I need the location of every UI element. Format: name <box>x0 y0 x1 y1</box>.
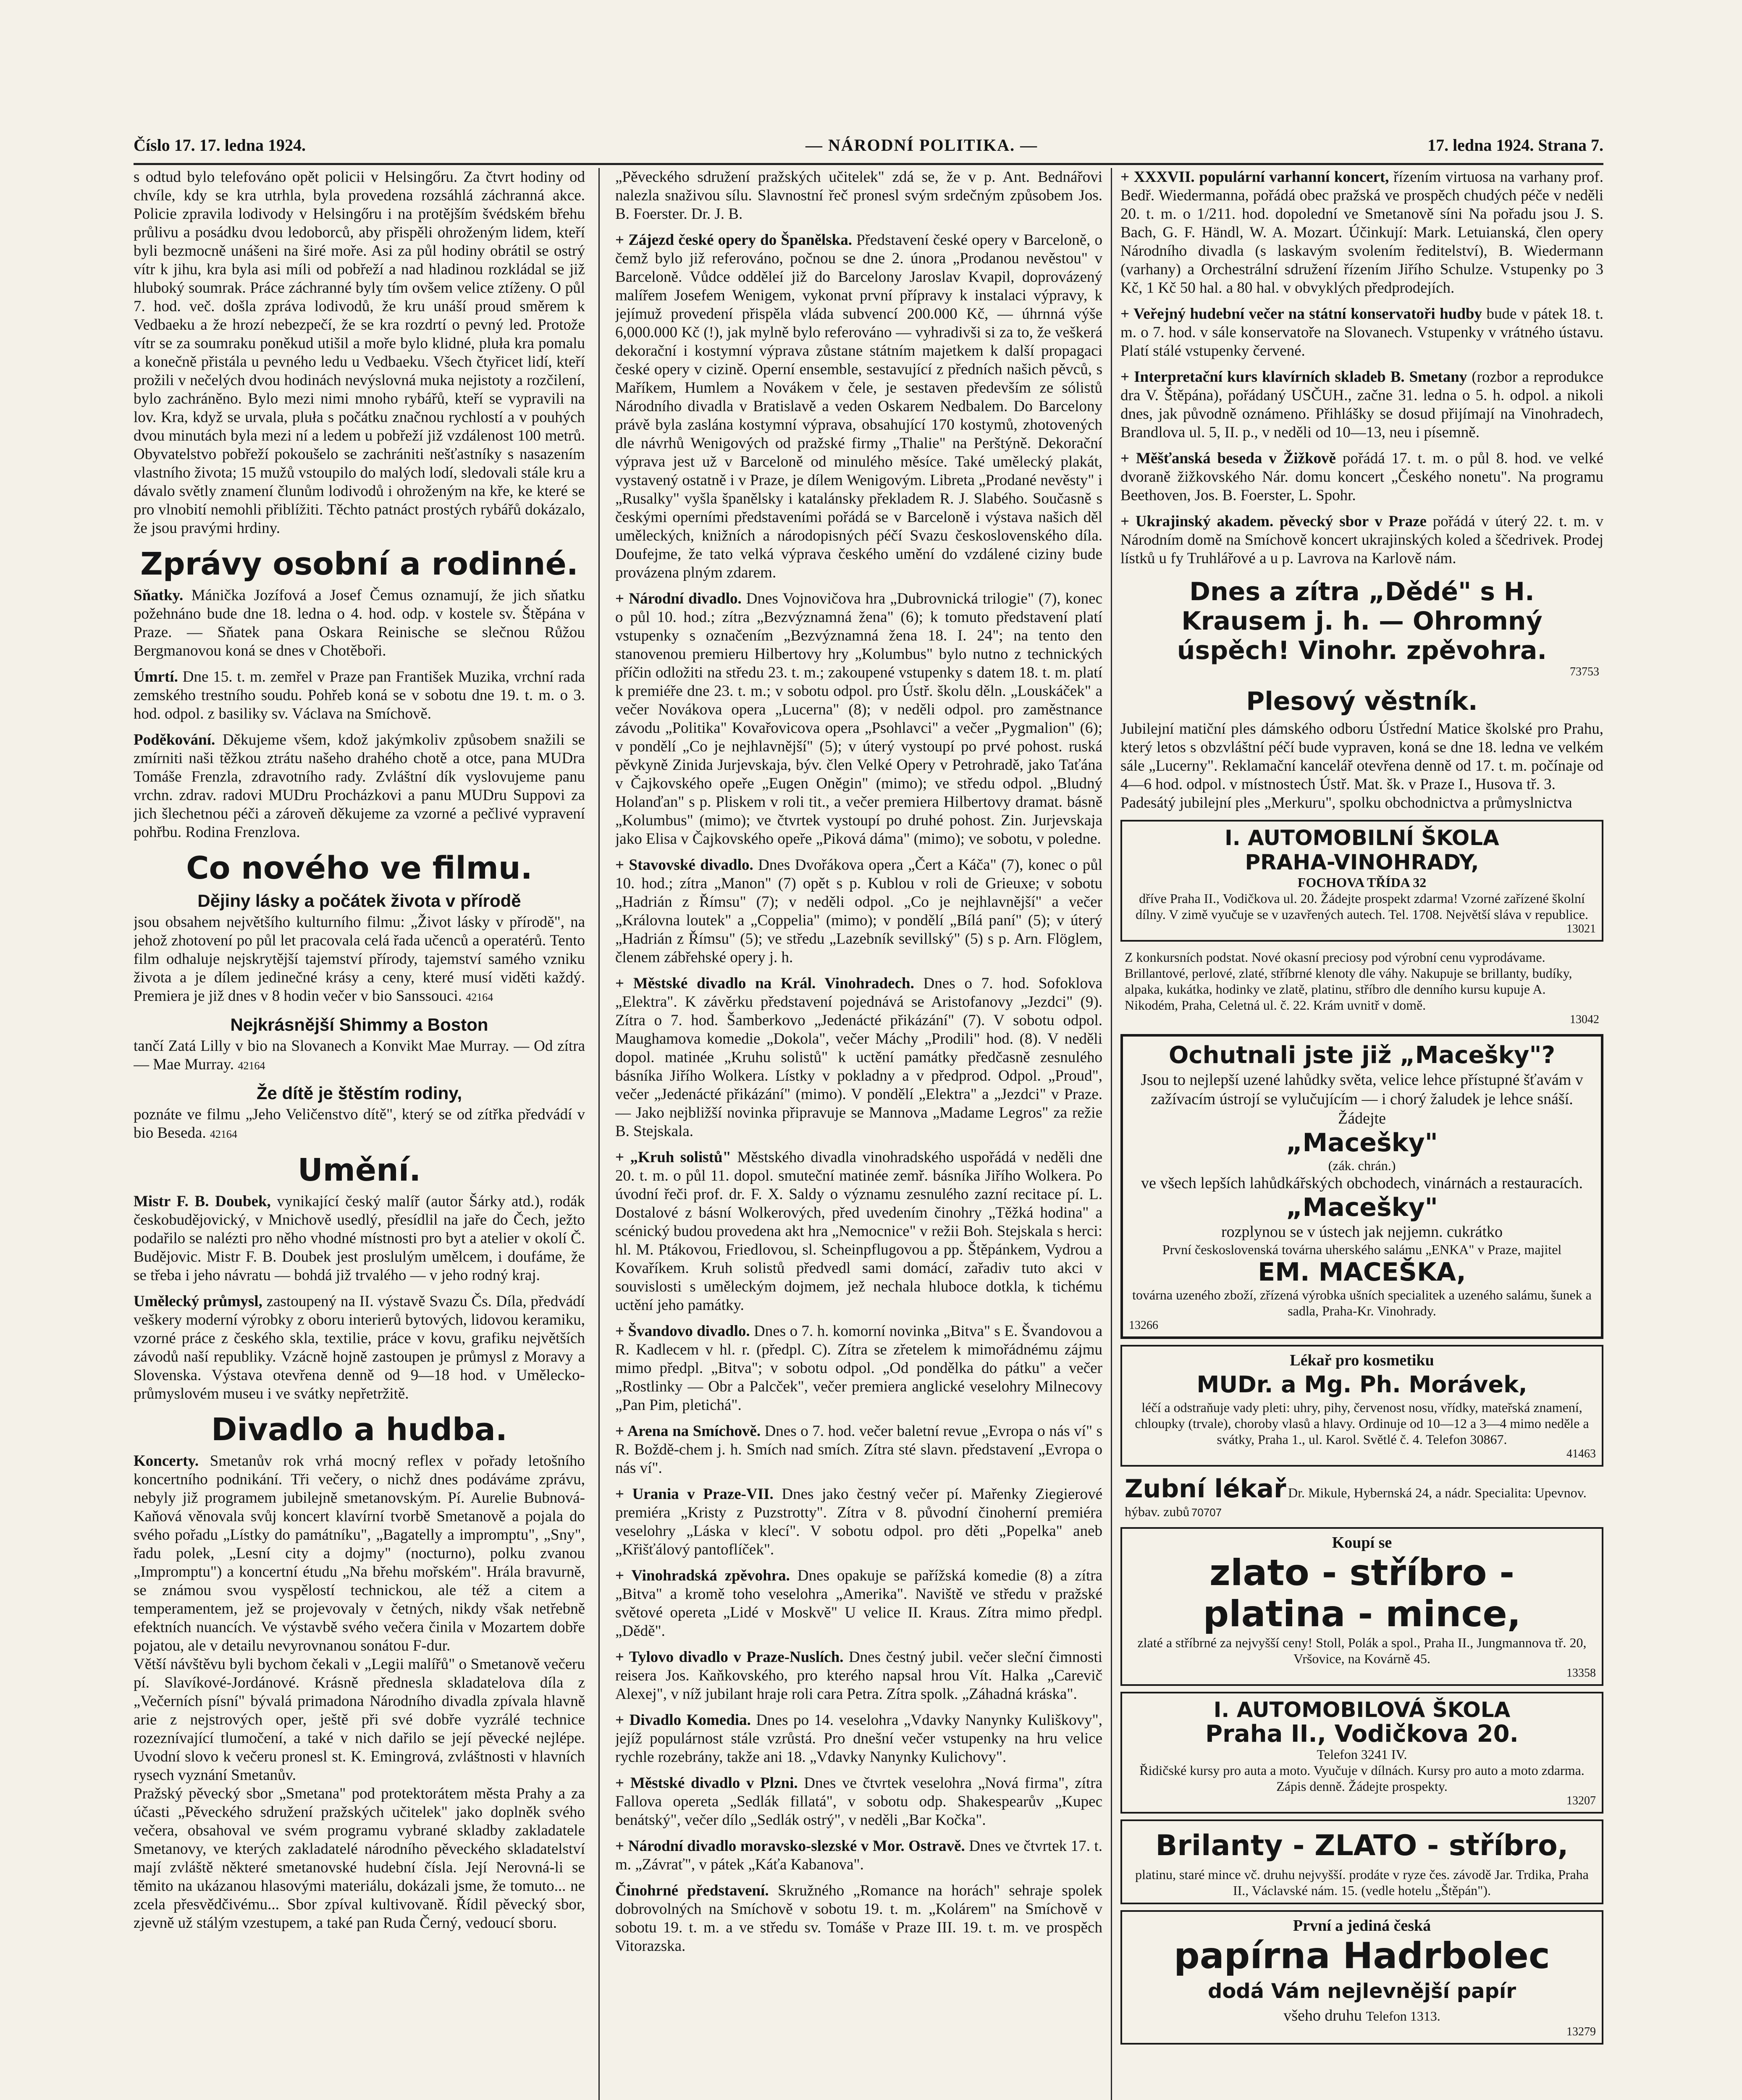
ad-code: 13279 <box>1566 2025 1596 2038</box>
article-organ-concert <box>1120 168 1603 297</box>
ad-phone: Telefon 3241 IV. <box>1317 1747 1407 1762</box>
article-lead: + Švandovo divadlo. <box>615 1323 750 1340</box>
ad-address: FOCHOVA TŘÍDA 32 <box>1297 875 1427 890</box>
article-lead: + Urania v Praze-VII. <box>615 1486 774 1503</box>
ad-line: papír <box>1456 1979 1516 2003</box>
article-text: (rozbor a reprodukce dra V. Štěpána), pořádaný USČUH., začne 31. ledna o 5. h. odpol. a nikoli dnes, jak původně oznámeno. Přihlášky se dosud přijímají na Vinohradech, Brandlova ul. 5, II. p., v neděli od 10—13, neu i písemně. <box>1120 368 1603 441</box>
ad-dentist <box>1120 1473 1603 1521</box>
article-text: poznáte ve filmu „Jeho Veličenstvo dítě", který se od zítřka předvádí v bio Beseda. <box>134 1106 585 1142</box>
article-komedia <box>615 1711 1102 1767</box>
ad-text: ve všech lepších lahůdkářských obchodech, vinárnách a restauracích. <box>1141 1174 1583 1192</box>
ad-line: Dnes a zítra „Dědé" s H. <box>1189 577 1535 606</box>
article-plzen <box>615 1774 1102 1830</box>
article-text: pořádá 17. t. m. o půl 8. hod. ve velké dvoraně žižkovského Nár. domu koncert „Českého nonetu". Na programu Beethoven, Jos. B. Foerster, L. Spohr. <box>1120 450 1603 504</box>
section-heading-art: Umění. <box>297 1152 421 1188</box>
section-heading-personal: Zprávy osobní a rodinné. <box>140 546 578 582</box>
ad-text: Z konkursních podstat. Nové okasní preciosy pod výrobní cenu vyprodávame. Brillantové, perlové, zlaté, stříbrné klenoty dle váhy. Nakupuje se brillanty, budíky, alpaka, kukátka, hodinky ve zlatě, platinu, stříbro dle denního kursu kupuje A. Nikodém, Praha, Celetná ul. č. 22. Krám uvnitř v domě. <box>1125 950 1572 1013</box>
ad-text: dříve Praha II., Vodičkova ul. 20. Žádejte prospekt zdarma! Vzorné zařízené školní dílny. V zimě vyučuje se v uzavřených autech. Tel. 1708. Největší sláva v republice. <box>1135 891 1589 922</box>
ad-line: papírna Hadrbolec <box>1174 1935 1550 1977</box>
article-lead: + Arena na Smíchově. <box>615 1423 761 1440</box>
article-text: s odtud bylo telefováno opět policii v Helsingőru. Za čtvrt hodiny od chvíle, kdy se kra utrhla, byla provedena rozsáhlá záchranná akce. Policie zpravila lodivody v Helsingőru i na protějším švédském břehu průlivu a posádku dvou ledoborců, aby přispěli ohroženým lidem, kteří byli bezmocně unášeni na širé moře. Asi za půl hodiny obrátil se ostrý vítr k jihu, kra byla asi míli od pobřeží a nad hladinou rozkládal se již hluboký soumrak. Práce záchranné byly tím ovšem velice ztíženy. O půl 7. hod. več. došla zpráva lodivodů, že kru unáší proud směrem k Vedbaeku a že hrozí nebezpečí, že se kra rozdrtí o pevný led. Protože vítr se za soumraku poněkud utišil a moře bylo klidné, pluła kra pomalu a konečně přistála u pevného ledu u Vedbaeku. Všech čtyřicet lidí, kteří prožili v nečelých dvou hodinách nevýslovná muka nejistoty a rozčilení, bylo zachráněno. Bylo mezi nimi mnoho rybářů, kteří se vypravili na lov. Kra, když se urvala, pluła s počátku značnou rychlostí a v pouhých dvou minutách byla mezi ní a ledem u pobřeží již vzdálenost 100 metrů. Obyvatelstvo pobřeží pokoušelo se zachrániti nešťastníky s nasazením vlastního života; 15 mužů vstoupilo do malých lodí, sledovali stále kru a dávalo světly znamení člunům lodivodů i ohroženým na kře, ke které se pro vlnobití nemohli přiblížiti. Těchto patnáct prostých rybářů dokázalo, že jsou pravými hrdiny. <box>134 168 585 537</box>
column-1 <box>134 168 585 2100</box>
ad-code: 42164 <box>238 1060 265 1072</box>
article-text: vynikající český malíř (autor Šárky atd.), rodák českobudějovický, v Mnichově usedlý, přesídlil na jaře do Čech, ježto podařilo se nalézti pro něho vhodné místnosti pro byt a atelier v okolí Č. Budějovic. Mistr F. B. Doubek jest proslulým umělcem, i doufáme, že se třeba i jeho návratu — bohdá již trvalého — v jeho rodný kraj. <box>134 1193 585 1284</box>
article-text: jsou obsahem největšího kulturního filmu: „Život lásky v přírodě", na jehož zhotovení po půl let pracovala celá řada učenců a operatérů. Tento film odhaluje nejskrytější tajemství přírody, tajemství samého vzniku života a je dílem jedinečné krásy a ceny, které musí viděti každý. Premiera je již dnes v 8 hodin večer v bio Sanssouci. <box>134 914 585 1005</box>
article-text: pořádá v úterý 22. t. m. v Národním domě na Smíchově koncert ukrajinských koled a ščedrivek. Prodej lístků u fy Truhlářové a u p. Lavrova na Karlově nám. <box>1120 513 1603 567</box>
ad-line: zlato - stříbro - <box>1209 1552 1515 1594</box>
article-art-1 <box>134 1192 585 1285</box>
article-ostrava <box>615 1837 1102 1874</box>
ad-text: zlaté a stříbrné za nejvyšší ceny! Stoll, Polák a spol., Praha II., Jungmannova tř. 20, Vršovice, na Kovárně 45. <box>1137 1635 1587 1666</box>
article-film-3 <box>134 1083 585 1144</box>
article-text: bude v pátek 18. t. m. o 7. hod. v sále konservatoře na Slovanech. Vstupenky v vrátného ústavu. Platí stálé vstupenky červené. <box>1120 305 1603 360</box>
article-text: Skružného „Romance na horách" sehraje spolek dobrovolných na Smíchově v sobotu 19. t. m. „Kolárem" na Smíchově v sobotu 19. t. m. a ve středu sv. Tomáše v Praze III. 19. t. m. ve prospěch Vitorazska. <box>615 1882 1102 1955</box>
article-text: Dnes Dvořákova opera „Čert a Káča" (7), konec o půl 10. hod.; zítra „Manon" (7) opět s p. Kublou v roli de Grieuxe; v sobotu „Hadrián z Římsu" (7); v neděli odpol. „Co je nejhlavnější" a večer „Královna loutek" a „Coppelia" (mimo); v pondělí „Bílá paní" (5); v úterý „Hadrián z Římsu" (5); ve středu „Lazebník sevillský" (5) s p. Arn. Flöglem, členem zábřehské opery j. h. <box>615 856 1102 966</box>
article-text: Dnes jako čestný večer pí. Mařenky Ziegierové premiéra „Kristy z Puzstrotty". Zítra v 8. původní činoherní premiéra veselohry „Láska v klecí". V sobotu odpol. pro děti „Popelka" aneb „Křišťálový pantoflíček". <box>615 1486 1102 1558</box>
article-vinohrady-theatre <box>615 974 1102 1141</box>
ad-text: platinu, staré mince vč. druhu nejvyšší. prodáte v ryze čes. závodě Jar. Trdika, Praha II., Václavské nám. 15. (vedle hotelu „Štěpán"). <box>1135 1867 1589 1898</box>
article-lead: + Městské divadlo na Král. Vinohradech. <box>615 975 914 992</box>
article-lead: + XXXVII. populární varhanní koncert, <box>1120 168 1389 186</box>
article-thanks <box>134 731 585 842</box>
ad-line: Krausem j. h. — Ohromný <box>1181 606 1543 636</box>
article-lead: + Městské divadlo v Plzni. <box>615 1774 798 1792</box>
article-lead: Koncerty. <box>134 1452 199 1470</box>
article-text: Dnes ve čtvrtek 17. t. m. „Závrať", v pátek „Káťa Kabanova". <box>615 1838 1102 1873</box>
ad-line: Praha II., Vodičkova 20. <box>1205 1720 1519 1748</box>
page-number: 17. ledna 1924. Strana 7. <box>1427 136 1603 155</box>
ad-phone: Telefon 1313. <box>1366 2008 1440 2024</box>
ad-macesky <box>1120 1034 1603 1339</box>
ad-bankruptcy <box>1120 948 1603 1028</box>
section-heading-film: Co nového ve filmu. <box>186 850 533 886</box>
article-film-1 <box>134 890 585 1007</box>
article-subheading: Nejkrásnější Shimmy a Boston <box>230 1015 488 1034</box>
article-text: Představení české opery v Barceloně, o čemž bylo již referováno, počnou se dne 2. února „Prodanou nevěstou" v Barceloně. Vůdce odděleí již do Barcelony Jaroslav Kvapil, doprovázený malířem Josefem Wenigem, vykonat první přípravy k instalaci výpravy, k jejímuž provedení přispěla vláda subvencí 200.000 Kč, — úhrnná výše 6,000.000 Kč (!), jak mylně bylo referováno — vyhradivši si za to, že veškerá dekorační i kostymní výprava zůstane státním majetkem k další propagaci české opery v cizině. Operní ensemble, sestavující z předních našich pěvců, s Maříkem, Humlem a Novákem v čele, je sestaven především ze sólistů Národního divadla v Bratislavě a veden Oskarem Nedbalem. Do Barcelony právě byla zaslána kostymní výprava, obsahující 170 kostymů, zhotovených dle návrhů Wenigových od pražské firmy „Thalie" na Perštýně. Dekorační výprava jest už v Barceloně od minulého měsíce. Také umělecký plakát, vystavený ostatně i v Praze, je dílem Wenigovým. Libreta „Prodané nevěsty" i „Rusalky" vyšla španělsky i katalánsky překladem R. J. Slabého. Současně s českými operními představeními pořádá se v Barceloně i výstava našich děl uměleckých, knižních a národopisných péčí Svazu československého díla. Doufejme, že tato velká výprava českého umění do vzdálené ciziny bude provázena plným zdarem. <box>615 231 1102 581</box>
article-lead: + Tylovo divadlo v Praze-Nuslích. <box>615 1648 844 1666</box>
article-lead: + Interpretační kurs klavírních skladeb B. Smetany <box>1120 368 1467 386</box>
article-arena <box>615 1422 1102 1478</box>
ad-line: dodá Vám nejlevnější <box>1207 1979 1450 2003</box>
ad-line: I. AUTOMOBILNÍ ŠKOLA <box>1225 826 1499 850</box>
article-text: Dne 15. t. m. zemřel v Praze pan František Muzika, vrchní rada zemského trestního soudu. Pohřeb koná se v sobotu dne 19. t. m. o 3. hod. odpol. z basiliky sv. Václava na Smíchově. <box>134 668 585 722</box>
column-2 <box>615 168 1102 2100</box>
ad-company: EM. MACEŠKA, <box>1258 1257 1466 1287</box>
article-weddings <box>134 586 585 660</box>
article-lead: + „Kruh solistů" <box>615 1149 732 1166</box>
article-lead: Poděkování. <box>134 731 215 748</box>
article-obituary <box>134 668 585 723</box>
ad-line: platina - mince, <box>1203 1593 1521 1635</box>
article-piano-course <box>1120 368 1603 442</box>
article-text: Dnes po 14. veselohra „Vdavky Nanynky Kuliškovy", jejíž populárnost stále vzrůstá. Pro dnešní večer vstupenky na hru velice rychle rozebrány, takže ani 18. „Vdavky Nanynky Kulichovy". <box>615 1712 1102 1766</box>
masthead: — NÁRODNÍ POLITIKA. — <box>805 136 1038 155</box>
article-lead: + Ukrajinský akadem. pěvecký sbor v Praze <box>1120 513 1427 530</box>
ad-line: Koupí se <box>1332 1534 1392 1551</box>
ad-dede <box>1120 575 1603 680</box>
article-text: Padesátý jubilejní ples „Merkuru", spolku obchodnictva a průmyslnictva <box>1120 794 1572 811</box>
article-concerts <box>134 1452 585 1932</box>
article-subheading: Že dítě je štěstím rodiny, <box>256 1083 462 1103</box>
section-heading-theatre: Divadlo a hudba. <box>211 1412 507 1448</box>
page-header <box>134 135 1603 161</box>
header-divider <box>134 163 1603 165</box>
article-lead: + Zájezd české opery do Španělska. <box>615 231 853 249</box>
article-lead: + Divadlo Komedia. <box>615 1712 751 1729</box>
issue-number: Číslo 17. 17. ledna 1924. <box>134 136 306 155</box>
ad-code: 42164 <box>466 991 493 1003</box>
ad-autoschool-1 <box>1120 820 1603 942</box>
ad-text: První československá továrna uherského salámu „ENKA" v Praze, majitel <box>1162 1242 1562 1257</box>
article-soloists <box>615 1148 1102 1315</box>
article-lead: + Veřejný hudební večer na státní konservatoři hudby <box>1120 305 1482 323</box>
article-subheading: Dějiny lásky a počátek života v přírodě <box>197 891 521 911</box>
ad-code: 70707 <box>1191 1506 1222 1519</box>
article-text: Dnes o 7. hod. večer baletní revue „Evropa o nás ví" s R. Boždě-chem j. h. Smích nad smích. Zítra sté slavn. představení „Evropa o nás ví". <box>615 1423 1102 1477</box>
article-text: Dnes opakuje se pařížská komedie (8) a zítra „Bitva" a kromě toho veselohra „Amerika". Naviště ve středu v pražské světové opereta „Lidé v Moskvě" U velice II. Kraus. Zítra mimo předpl. „Dědě". <box>615 1567 1102 1640</box>
article-lead: Úmrtí. <box>134 668 178 685</box>
article-text: zastoupený na II. výstavě Svazu Čs. Díla, předvádí veškery moderní výrobky z oboru interierů bytových, lidovou keramiku, vzorné práce z českého skla, textilie, práce v kovu, grafiku největších závodů naší republiky. Vzácně hojně zastoupen je průmysl z Moravy a Slovenska. Výstava otevřena denně od 9—18 hod. v Umělecko-průmyslovém museu i ve svátky nepřetržitě. <box>134 1293 585 1402</box>
article-ukrainian-choir <box>1120 512 1603 568</box>
column-3 <box>1120 168 1603 2100</box>
article-text: Smetanův rok vrhá mocný reflex v pořady letošního koncertního podnikání. Tři večery, o nichž dnes podáváme zprávu, nebyly již programem jubilejně smetanovským. Pí. Aurelie Bubnová-Kaňová věnovala svůj koncert klavírní tvorbě Smetanově a pojala do svého pořadu „Lístky do památníku", „Bagatelly a impromptu", „Sny", řadu polek, „Lesní city a dojmy" (nocturno), polku zvanou „Impromptu") a koncertní étudu „Na břehu mořském". Hrála bravurně, se známou svou vyspělostí technickou, ale též a citem a temperamentem, jež se projevovaly v četných, nikdy však netřebně efektních nuancích. Ve výstavbě svého večera činila v Mozartem dobře pojatou, ale v detailu nevyrovnanou sonátou F-dur. <box>134 1452 585 1654</box>
ad-code: 13266 <box>1129 1319 1158 1332</box>
ad-name: MUDr. a Mg. Ph. Morávek, <box>1196 1371 1527 1398</box>
ad-code: 41463 <box>1566 1447 1596 1460</box>
ad-line: PRAHA-VINOHRADY, <box>1245 850 1479 874</box>
article-text: tančí Zatá Lilly v bio na Slovanech a Konvikt Mae Murray. — Od zítra — Mae Murray. <box>134 1037 585 1073</box>
article-text: Dnes o 7. h. komorní novinka „Bitva" s E. Švandovou a R. Kadlecem v hl. r. (předpl. C). Zítra se zřetelem k mimořádnému zájmu mimo předpl. „Bitva"; v sobotu odpol. „Od pondělka do pátku" a večer „Rostlinky — Obr a Palcček", večer premiera anglické veselohry Milnecovy „Pan Pim, pletichá". <box>615 1323 1102 1414</box>
article-art-2 <box>134 1292 585 1403</box>
ad-jewellery <box>1120 1819 1603 1904</box>
article-balls <box>1120 720 1603 812</box>
article-lead: + Měšťanská beseda v Žižkově <box>1120 450 1336 467</box>
ad-cosmetics <box>1120 1345 1603 1467</box>
article-text: Dnes o 7. hod. Sofoklova „Elektra". K závěrku představení pojednává se Aristofanovy „Jezdci" (9). Zítra o 7. hod. Šamberkovo „Jedenácté přikázání" (7). V sobotu odpol. Maughamova komedie „Dokola", večer Máchy „Prodili" hod. (8). V neděli dopol. matinée „Kruhu solistů" k uctění památky předčasně zesnulého básníka Jiřího Wolkera. Lístky v pokladny a v předprod. Odpol. „Proud", večer „Jedenácté přikázání" (mimo). V pondělí „Elektra" a „Jezdci" v Praze. — Jako nejbližší novinka připravuje se Mannova „Madame Legros" za režie B. Stejskala. <box>615 975 1102 1140</box>
article-lead: Umělecký průmysl, <box>134 1293 262 1310</box>
article-estates-theatre <box>615 856 1102 967</box>
ad-title: Brilanty - ZLATO - stříbro, <box>1155 1829 1569 1862</box>
column-divider <box>1111 168 1112 2100</box>
article-text: Mánička Jozífová a Josef Čemus oznamují, že jich sňatku požehnáno bude dne 18. ledna o 4. hod. odp. v kostele sv. Štěpána v Praze. — Sňatek pana Oskara Reinische se slečnou Růžou Bergmanovou koná se dnes v Chotěboři. <box>134 587 585 659</box>
article-urania <box>615 1485 1102 1559</box>
article-conservatory <box>1120 305 1603 360</box>
article-text: Městského divadla vinohradského uspořádá v neděli dne 20. t. m. o půl 11. dopol. smuteční matinée zemř. básníka Jiřího Wolkera. Po úvodní řeči prof. dr. F. X. Saldy o významu zesnulého zazní recitace pí. L. Dostalové z básní Wolkerových, před uvedením činohry „Těžká hodina" a scénický budou provedena akt hra „Nemocnice" v režii Boh. Stejskala s herci: hl. M. Ptákovou, Friedlovou, sl. Scheinpflugovou a pp. Štěpánkem, Vydrou a Kovaříkem. Kruh solistů předvedl sami domácí, zařadiv tuto akci v souvislosti s uměleckým dojmem, jež nechala hluboce dotkla, k tichému uctění jeho památky. <box>615 1149 1102 1314</box>
section-heading-balls: Plesový věstník. <box>1246 687 1478 716</box>
article-lead: Činohrné představení. <box>615 1882 769 1899</box>
ad-title: Ochutnali jste již „Macešky"? <box>1168 1042 1556 1069</box>
ad-brand: „Macešky" <box>1286 1193 1438 1222</box>
ad-code: 13021 <box>1566 922 1596 935</box>
article-film-2 <box>134 1014 585 1075</box>
article-lead: + Národní divadlo. <box>615 590 742 607</box>
ad-text: rozplynou se v ústech jak nejjemn. cukrátko <box>1221 1223 1503 1241</box>
ad-line: všeho druhu <box>1283 2007 1362 2024</box>
article-lead: + Národní divadlo moravsko-slezské v Mor. Ostravě. <box>615 1838 965 1855</box>
article-text: „Pěveckého sdružení pražských učitelek" zdá se, že v p. Ant. Bednářovi nalezla snaživou sílu. Slavnostní řeč pronesl svým srdečným způsobem Jos. B. Foerster. Dr. J. B. <box>615 168 1102 223</box>
article-choir <box>615 168 1102 223</box>
ad-line: První a jediná česká <box>1293 1917 1431 1935</box>
article-lead: + Vinohradská zpěvohra. <box>615 1567 790 1584</box>
ad-line: I. AUTOMOBILOVÁ ŠKOLA <box>1213 1698 1511 1722</box>
article-drama <box>615 1882 1102 1956</box>
ad-code: 73753 <box>1570 665 1599 678</box>
ad-text: Jsou to nejlepší uzené lahůdky světa, velice lehce přístupné šťavám v zažívacím ústrojí se vylučujícím — i chorý žaludek je lehce snáší. Žádejte <box>1141 1071 1583 1127</box>
article-text: Dnes Vojnovičova hra „Dubrovnická trilogie" (7), konec o půl 10. hod.; zítra „Bezvýznamná žena" (6); k tomuto představení platí vstupenky s označením „Bezvýznamná žena 18. I. 24"; na tento den stanovenou premieru Hilbertovy hry „Kolumbus" bylo nutno z technických příčin odložiti na středu 23. t. m.; zakoupené vstupenky s datem 18. t. m. platí k premiéře dne 23. t. m.; v sobotu odpol. pro Ústř. školu děln. „Louskáček" a večer Novákova opera „Lucerna" (8); v neděli odpol. pro zaměstnance závodu „Politika" Kovařovicova opera „Psohlavci" a večer „Pygmalion" (6); v pondělí „Co je nejhlavnější" (5); v úterý vystoupí po prvé pohost. ruská pěvkyně Zinida Jurjevskaja, býv. člen Velké Opery v Petrohradě, jako Taťána v Čajkovského opeře „Eugen Oněgin" (mimo); ve středu odpol. „Bludný Holanďan" s p. Pliskem v roli tit., a večer premiera Hilbertovy dramat. básně „Kolumbus" (mimo); ve čtvrtek vystoupí po druhé pohost. Zin. Jurjevskaja jako Elisa v Čajkovského opeře „Piková dáma" (mimo); ve sobotu, v poledne. <box>615 590 1102 848</box>
article-text: Pražský pěvecký sbor „Smetana" pod protektorátem města Prahy a za účasti „Pěveckého sdružení pražských učitelek" jako doplněk svého večera, obsahoval ve svém programu vybrané skladby zakladatele Smetanovy, ve kterých zakladatelé národního pěveckého skladatelství mají zvláště některé smetanovské hudební čísla. Její Nerovná-li se těmito na ukázanou hlasovými materiálu, dokázali jsme, že tomuto... ne zcela přesvědčivému... Sbor zpíval kultivovaně. Řídil pěvecký sbor, zjevně už stálým vzestupem, a také pan Ruda Černý, vedoucí sboru. <box>134 1785 585 1932</box>
ad-code: 13207 <box>1566 1794 1596 1807</box>
ad-gold <box>1120 1527 1603 1686</box>
article-text: Děkujeme všem, kdož jakýmkoliv způsobem snažili se zmírniti naši těžkou ztrátu našeho drahého chotě a otce, pana MUDra Tomáše Frenzla, zdravotního rady. Zvláštní dík vyslovujeme panu vrchn. zdrav. radovi MUDru Procházkovi a panu MUDru Suppovi za jich šlechetnou péči a zároveň děkujeme za vzorné a pečlivé vypravení pohřbu. Rodina Frenzlova. <box>134 731 585 841</box>
ad-text: továrna uzeného zboží, zřízená výrobka ušních specialitek a uzeného salámu, šunek a sadla, Praha-Kr. Vinohrady. <box>1132 1287 1592 1318</box>
article-text: Dnes čestný jubil. večer sleční čimnosti reisera Jos. Kaňkovského, pro kterého napsal hrou Vít. Halka „Carevič Alexej", v níž jubilant hraje roli cara Petra. Zítra spolk. „Záhadná kráska". <box>615 1648 1102 1703</box>
article-ice-floe <box>134 168 585 538</box>
ad-code: 42164 <box>210 1128 237 1140</box>
ad-line: úspěch! Vinohr. zpěvohra. <box>1177 636 1547 665</box>
ad-text: léčí a odstraňuje vady pleti: uhry, pihy, červenost nosu, vřídky, mateřská znamení, chloupky (trvale), choroby vlasů a hlavy. Ordinuje od 10—12 a 3—4 mimo neděle a svátky, Praha 1., ul. Karol. Světlé č. 4. Telefon 30867. <box>1135 1400 1589 1447</box>
ad-code: 13358 <box>1566 1667 1596 1680</box>
article-text: Dnes ve čtvrtek veselohra „Nová firma", zítra Fallova opereta „Sedlák fillatá", v sobotu odp. Shakespearův „Kupec benátský", večer dílo „Sedlák ostrý", v neděli „Bar Kočka". <box>615 1774 1102 1829</box>
article-national-theatre <box>615 590 1102 848</box>
article-text: řízením virtuosa na varhany prof. Bedř. Wiedermanna, pořádá obec pražská ve prospěch chudých péče v neděli 20. t. m. o 1/211. hod. dopolední ve Smetanově síni Na pořadu jsou J. S. Bach, G. F. Händl, W. A. Mozart. Účinkují: Mark. Letuianská, člen opery Národního divadla (s laskavým svolením ředitelství), B. Wiedermann (varhany) a Orchestrální sdružení řízením Jiřího Schulze. Vstupenky po 3 Kč, 1 Kč 50 hal. a 80 hal. v obvyklých předprodejích. <box>1120 168 1603 297</box>
article-opera-spain <box>615 231 1102 582</box>
ad-code: 13042 <box>1570 1013 1599 1026</box>
article-text: Jubilejní matiční ples dámského odboru Ústřední Matice školské pro Prahu, který letos s obzvláštní péčí bude vypraven, koná se dne 18. ledna ve velkém sále „Lucerny". Reklamační kancelář otevřena denně od 17. t. m. počínaje od 4—6 hod. odpol. v místnostech Ústř. Mat. šk. v Praze I., Husova tř. 3. <box>1120 720 1603 793</box>
article-lead: Sňatky. <box>134 587 184 604</box>
ad-autoschool-2 <box>1120 1692 1603 1814</box>
article-lead: Mistr F. B. Doubek, <box>134 1193 271 1210</box>
article-tyl-theatre <box>615 1648 1102 1704</box>
ad-text: Dr. Mikule, Hybernská 24, a nádr. Specialita: Upevnov. hýbav. zubů <box>1125 1485 1587 1519</box>
ad-line: Lékař pro kosmetiku <box>1290 1352 1434 1369</box>
article-zizkov <box>1120 449 1603 505</box>
article-svanda-theatre <box>615 1322 1102 1415</box>
ad-title: Zubní lékař <box>1125 1474 1286 1504</box>
article-text: Větší návštěvu byli bychom čekali v „Legii malířů" o Smetanově večeru pí. Slavíkové-Jordánové. Krásně přednesla skladatelova díla z „Večerních písní" bývalá primadona Národního divadla zpívala hlavně arie z nejstrových oper, ještě při své dobře vyzrálé technice rozeznívající tlumočení, a také v nich dařilo se její pěvecké nejlépe. Uvodní slovo k večeru pronesl st. K. Emingrová, zvláštnosti v hlavních rysech vyznání Smetanův. <box>134 1656 585 1784</box>
ad-text: Řidičské kursy pro auta a moto. Vyučuje v dílnách. Kursy pro auto a moto zdarma. Zápis denně. Žádejte prospekty. <box>1139 1763 1585 1794</box>
article-vinohrady-opera <box>615 1567 1102 1641</box>
column-divider <box>598 168 600 2100</box>
ad-paper <box>1120 1910 1603 2045</box>
ad-text: (zák. chrán.) <box>1328 1158 1396 1173</box>
ad-brand: „Macešky" <box>1286 1128 1438 1158</box>
article-lead: + Stavovské divadlo. <box>615 856 753 874</box>
